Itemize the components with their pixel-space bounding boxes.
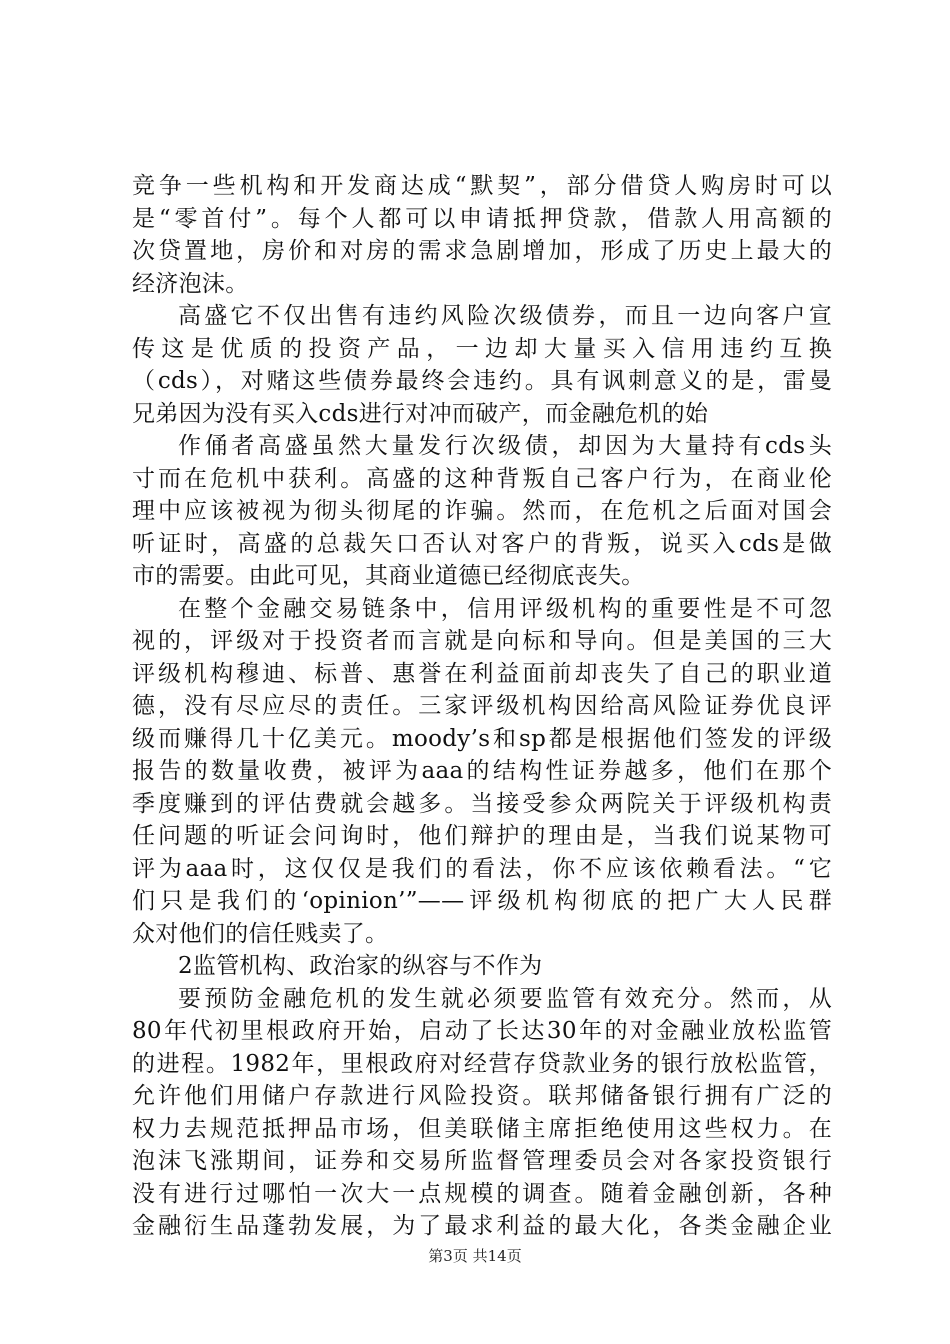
- text-line: 市的需要。由此可见，其商业道德已经彻底丧失。: [132, 563, 645, 589]
- text-line: （cds），对赌这些债券最终会违约。具有讽刺意义的是，雷曼: [132, 368, 832, 394]
- text-line: 权力去规范抵押品市场，但美联储主席拒绝使用这些权力。在: [132, 1115, 832, 1142]
- text-line: 视的，评级对于投资者而言就是向标和导向。但是美国的三大: [132, 628, 832, 654]
- page-number: 第3页 共14页: [428, 1247, 522, 1265]
- text-line: 要预防金融危机的发生就必须要监管有效充分。然而，从: [178, 985, 832, 1012]
- text-line: 没有进行过哪怕一次大一点规模的调查。随着金融创新，各种: [132, 1180, 832, 1207]
- section-heading: 2监管机构、政治家的纵容与不作为: [178, 953, 543, 979]
- text-line: 级而赚得几十亿美元。moody’s和sp都是根据他们签发的评级: [132, 725, 832, 752]
- text-line: 季度赚到的评估费就会越多。当接受参众两院关于评级机构责: [132, 790, 832, 817]
- text-line: 兄弟因为没有买入cds进行对冲而破产，而金融危机的始: [132, 400, 709, 427]
- text-line: 允许他们用储户存款进行风险投资。联邦储备银行拥有广泛的: [132, 1083, 832, 1109]
- text-line: 们只是我们的‘opinion’”——评级机构彻底的把广大人民群: [132, 888, 832, 914]
- text-line: 听证时，高盛的总裁矢口否认对客户的背叛，说买入cds是做: [132, 530, 832, 557]
- text-line: 是“零首付”。每个人都可以申请抵押贷款，借款人用高额的: [132, 205, 832, 232]
- body-text: [132, 170, 832, 1243]
- text-line: 寸而在危机中获利。高盛的这种背叛自己客户行为，在商业伦: [132, 465, 832, 492]
- text-line: 评级机构穆迪、标普、惠誉在利益面前却丧失了自己的职业道: [132, 660, 832, 687]
- text-line: 80年代初里根政府开始，启动了长达30年的对金融业放松监管: [132, 1018, 832, 1044]
- text-line: 金融衍生品蓬勃发展，为了最求利益的最大化，各类金融企业: [132, 1213, 832, 1239]
- text-line: 经济泡沫。: [132, 270, 249, 297]
- text-line: 传这是优质的投资产品，一边却大量买入信用违约互换: [132, 335, 832, 362]
- text-line: 作俑者高盛虽然大量发行次级债，却因为大量持有cds头: [178, 433, 832, 459]
- text-line: 报告的数量收费，被评为aaa的结构性证券越多，他们在那个: [132, 758, 832, 784]
- text-line: 任问题的听证会问询时，他们辩护的理由是，当我们说某物可: [132, 823, 832, 849]
- text-line: 次贷置地，房价和对房的需求急剧增加，形成了历史上最大的: [132, 238, 832, 264]
- text-line: 的进程。1982年，里根政府对经营存贷款业务的银行放松监管，: [132, 1050, 832, 1077]
- text-line: 高盛它不仅出售有违约风险次级债券，而且一边向客户宣: [178, 303, 832, 329]
- text-line: 众对他们的信任贱卖了。: [132, 920, 389, 947]
- text-line: 竞争一些机构和开发商达成“默契”，部分借贷人购房时可以: [132, 173, 832, 199]
- text-line: 评为aaa时，这仅仅是我们的看法，你不应该依赖看法。“它: [132, 855, 832, 882]
- text-line: 在整个金融交易链条中，信用评级机构的重要性是不可忽: [178, 595, 832, 622]
- text-line: 泡沫飞涨期间，证券和交易所监督管理委员会对各家投资银行: [132, 1148, 832, 1174]
- text-line: 理中应该被视为彻头彻尾的诈骗。然而，在危机之后面对国会: [132, 498, 832, 524]
- text-line: 德，没有尽应尽的责任。三家评级机构因给高风险证券优良评: [132, 693, 832, 719]
